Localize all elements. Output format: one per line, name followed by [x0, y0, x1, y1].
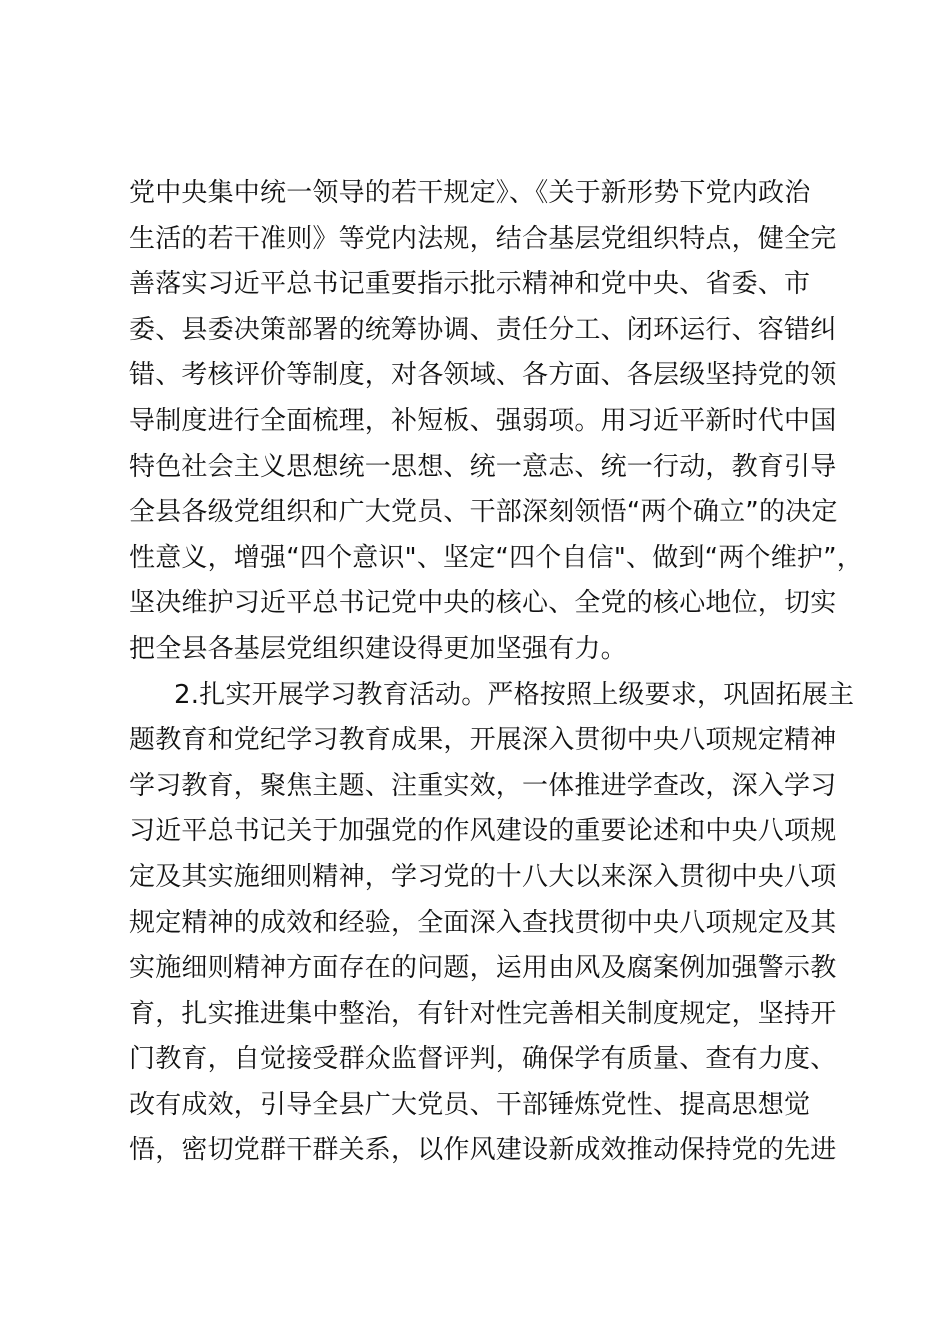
- text-line: 特色社会主义思想统一思想、统一意志、统一行动，教育引导: [129, 451, 837, 482]
- text-line: 悟，密切党群干群关系，以作风建设新成效推动保持党的先进: [129, 1135, 837, 1166]
- text-line: 把全县各基层党组织建设得更加坚强有力。: [129, 633, 627, 664]
- text-line: 善落实习近平总书记重要指示批示精神和党中央、省委、市: [129, 269, 811, 300]
- text-line: 学习教育，聚焦主题、注重实效，一体推进学查改，深入学习: [129, 770, 837, 801]
- text-line: 改有成效，引导全县广大党员、干部锤炼党性、提高思想觉: [129, 1089, 811, 1120]
- text-line: 导制度进行全面梳理，补短板、强弱项。用习近平新时代中国: [129, 405, 837, 436]
- text-line: 定及其实施细则精神，学习党的十八大以来深入贯彻中央八项: [129, 861, 837, 892]
- body-text: [129, 171, 863, 1174]
- text-line: 委、县委决策部署的统筹协调、责任分工、闭环运行、容错纠: [129, 314, 837, 345]
- text-line: 习近平总书记关于加强党的作风建设的重要论述和中央八项规: [129, 816, 837, 847]
- text-line: 生活的若干准则》等党内法规，结合基层党组织特点，健全完: [129, 223, 837, 254]
- text-line: 全县各级党组织和广大党员、干部深刻领悟“两个确立”的决定: [129, 497, 838, 528]
- text-line: 错、考核评价等制度，对各领域、各方面、各层级坚持党的领: [129, 360, 837, 391]
- text-line: 坚决维护习近平总书记党中央的核心、全党的核心地位，切实: [129, 588, 837, 619]
- text-line: 实施细则精神方面存在的问题，运用由风及腐案例加强警示教: [129, 953, 837, 984]
- text-line: 育，扎实推进集中整治，有针对性完善相关制度规定，坚持开: [129, 998, 837, 1029]
- text-line: 题教育和党纪学习教育成果，开展深入贯彻中央八项规定精神: [129, 725, 837, 756]
- text-line: 规定精神的成效和经验，全面深入查找贯彻中央八项规定及其: [129, 907, 837, 938]
- paragraph-heading-line: 2.扎实开展学习教育活动。严格按照上级要求，巩固拓展主: [174, 679, 855, 710]
- text-line: 门教育，自觉接受群众监督评判，确保学有质量、查有力度、: [129, 1044, 837, 1075]
- text-line: 党中央集中统一领导的若干规定》、《关于新形势下党内政治: [129, 178, 811, 208]
- text-line: 性意义，增强“四个意识"、坚定“四个自信"、做到“两个维护”，: [129, 542, 863, 573]
